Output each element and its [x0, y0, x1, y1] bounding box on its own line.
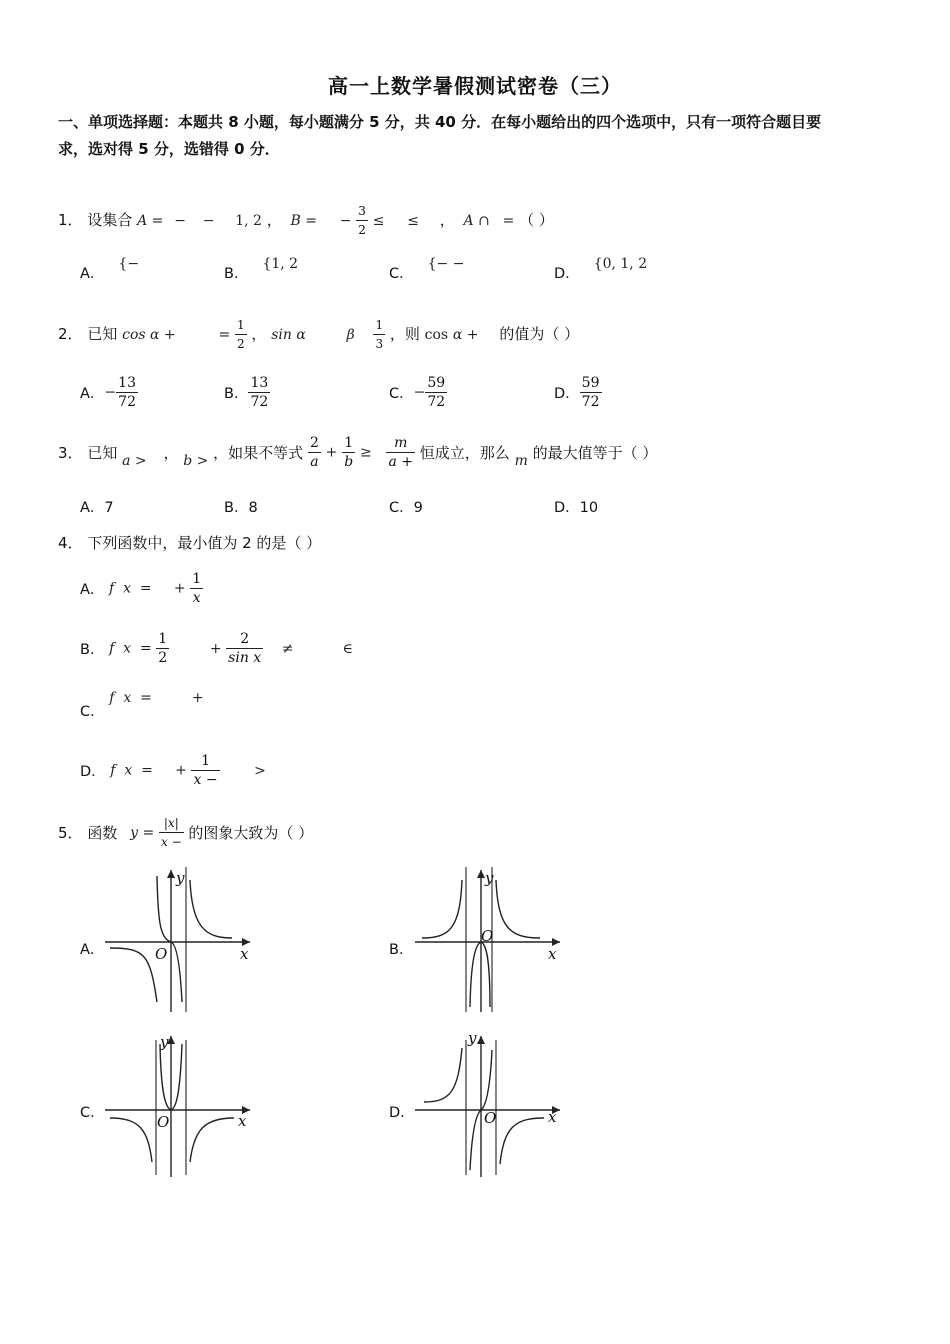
question-number: 1．	[58, 211, 83, 229]
curve-branch-right	[500, 1118, 544, 1164]
q3-option-c[interactable]: C．9	[389, 500, 423, 516]
question-2: 2． 已知 cos α + = $\frac{1}{2}$ ， sin α β $\frac{1}{3}$ ，则 cos α + 的值为（ ）	[58, 318, 580, 351]
section-heading-line2: 求，选对得 5 分，选错得 0 分．	[58, 140, 280, 158]
y-axis-arrow	[167, 870, 175, 878]
section-heading-line1: 一、单项选择题：本题共 8 小题，每小题满分 5 分，共 40 分．在每小题给出的四个选项中，只有一项符合题目要	[58, 113, 822, 131]
q5-option-a[interactable]: A．	[80, 942, 105, 958]
q4-option-d[interactable]: D． f x = + $\frac{1}{x -}$ >	[80, 753, 266, 788]
q4-option-a[interactable]: A． f x = + $\frac{1}{x}$	[80, 571, 202, 606]
y-axis-label: y	[160, 1033, 169, 1051]
question-3: 3． 已知 a > ， b > ，如果不等式 $\frac{2}{a}$ + $\frac{1}{b}$ ≥ $\frac{m}{a +}$ 恒成立，那么 m 的最大值等于（ ）	[58, 435, 658, 470]
page-title: 高一上数学暑假测试密卷（三）	[328, 74, 622, 98]
curve-branch-middle	[470, 942, 490, 1007]
question-4: 4． 下列函数中，最小值为 2 的是（ ）	[58, 534, 322, 552]
q2-option-a[interactable]: A．− $\frac{13}{72}$	[80, 375, 136, 410]
question-5: 5． 函数 y = $\frac{|x|}{x -}$ 的图象大致为（ ）	[58, 816, 314, 849]
q1-option-d[interactable]: D．{0, 1, 2	[554, 256, 648, 282]
curve-branch-right	[496, 880, 540, 938]
curve-branch-far-left	[110, 948, 157, 1002]
question-1: 1． 设集合 A = − − 1, 2 ， B = − $\frac{3}{2}$ ≤ ≤ ， A ∩ = （ ）	[58, 204, 554, 237]
x-axis-label: x	[240, 945, 249, 963]
y-axis-label: y	[485, 869, 494, 887]
graph-c[interactable]	[100, 1030, 260, 1180]
q3-option-b[interactable]: B．8	[224, 500, 258, 516]
q5-option-c[interactable]: C．	[80, 1105, 105, 1121]
q4-option-b[interactable]: B． f x = $\frac{1}{2}$ + $\frac{2}{\text{sin x}}$ ≠ ∈	[80, 631, 353, 666]
graph-b[interactable]	[410, 862, 570, 1017]
origin-label: O	[484, 1109, 497, 1127]
x-axis-label: x	[238, 1112, 247, 1130]
q1-option-c[interactable]: C．{− −	[389, 256, 465, 282]
curve-branch-right	[190, 1118, 234, 1162]
y-axis-arrow	[477, 870, 485, 878]
q2-option-b[interactable]: B． $\frac{13}{72}$	[224, 375, 269, 410]
graph-d[interactable]	[410, 1030, 570, 1180]
q2-option-c[interactable]: C．− $\frac{59}{72}$	[389, 375, 446, 410]
origin-label: O	[155, 945, 168, 963]
x-axis-label: x	[548, 945, 557, 963]
y-axis-label: y	[176, 869, 185, 887]
y-axis-arrow	[477, 1036, 485, 1044]
question-number: 3．	[58, 444, 83, 462]
graph-a[interactable]	[100, 862, 260, 1017]
q5-option-b[interactable]: B．	[389, 942, 414, 958]
curve-branch-right	[190, 880, 232, 938]
q3-option-a[interactable]: A．7	[80, 500, 114, 516]
origin-label: O	[481, 927, 494, 945]
question-number: 5．	[58, 824, 83, 842]
x-axis-label: x	[548, 1108, 557, 1126]
curve-branch-left	[422, 880, 462, 938]
curve-branch-left	[424, 1048, 462, 1102]
origin-label: O	[157, 1113, 170, 1131]
q4-option-c[interactable]: C． f x = +	[80, 690, 204, 720]
curve-branch-left	[110, 1118, 152, 1162]
q1-option-a[interactable]: A．{−	[80, 256, 140, 282]
y-axis-label: y	[468, 1030, 477, 1047]
question-number: 4．	[58, 534, 83, 552]
q2-option-d[interactable]: D． $\frac{59}{72}$	[554, 375, 600, 410]
q3-option-d[interactable]: D．10	[554, 500, 599, 516]
question-number: 2．	[58, 325, 83, 343]
q1-option-b[interactable]: B．{1, 2	[224, 256, 299, 282]
curve-branch-left	[157, 876, 182, 1002]
q5-option-d[interactable]: D．	[389, 1105, 415, 1121]
